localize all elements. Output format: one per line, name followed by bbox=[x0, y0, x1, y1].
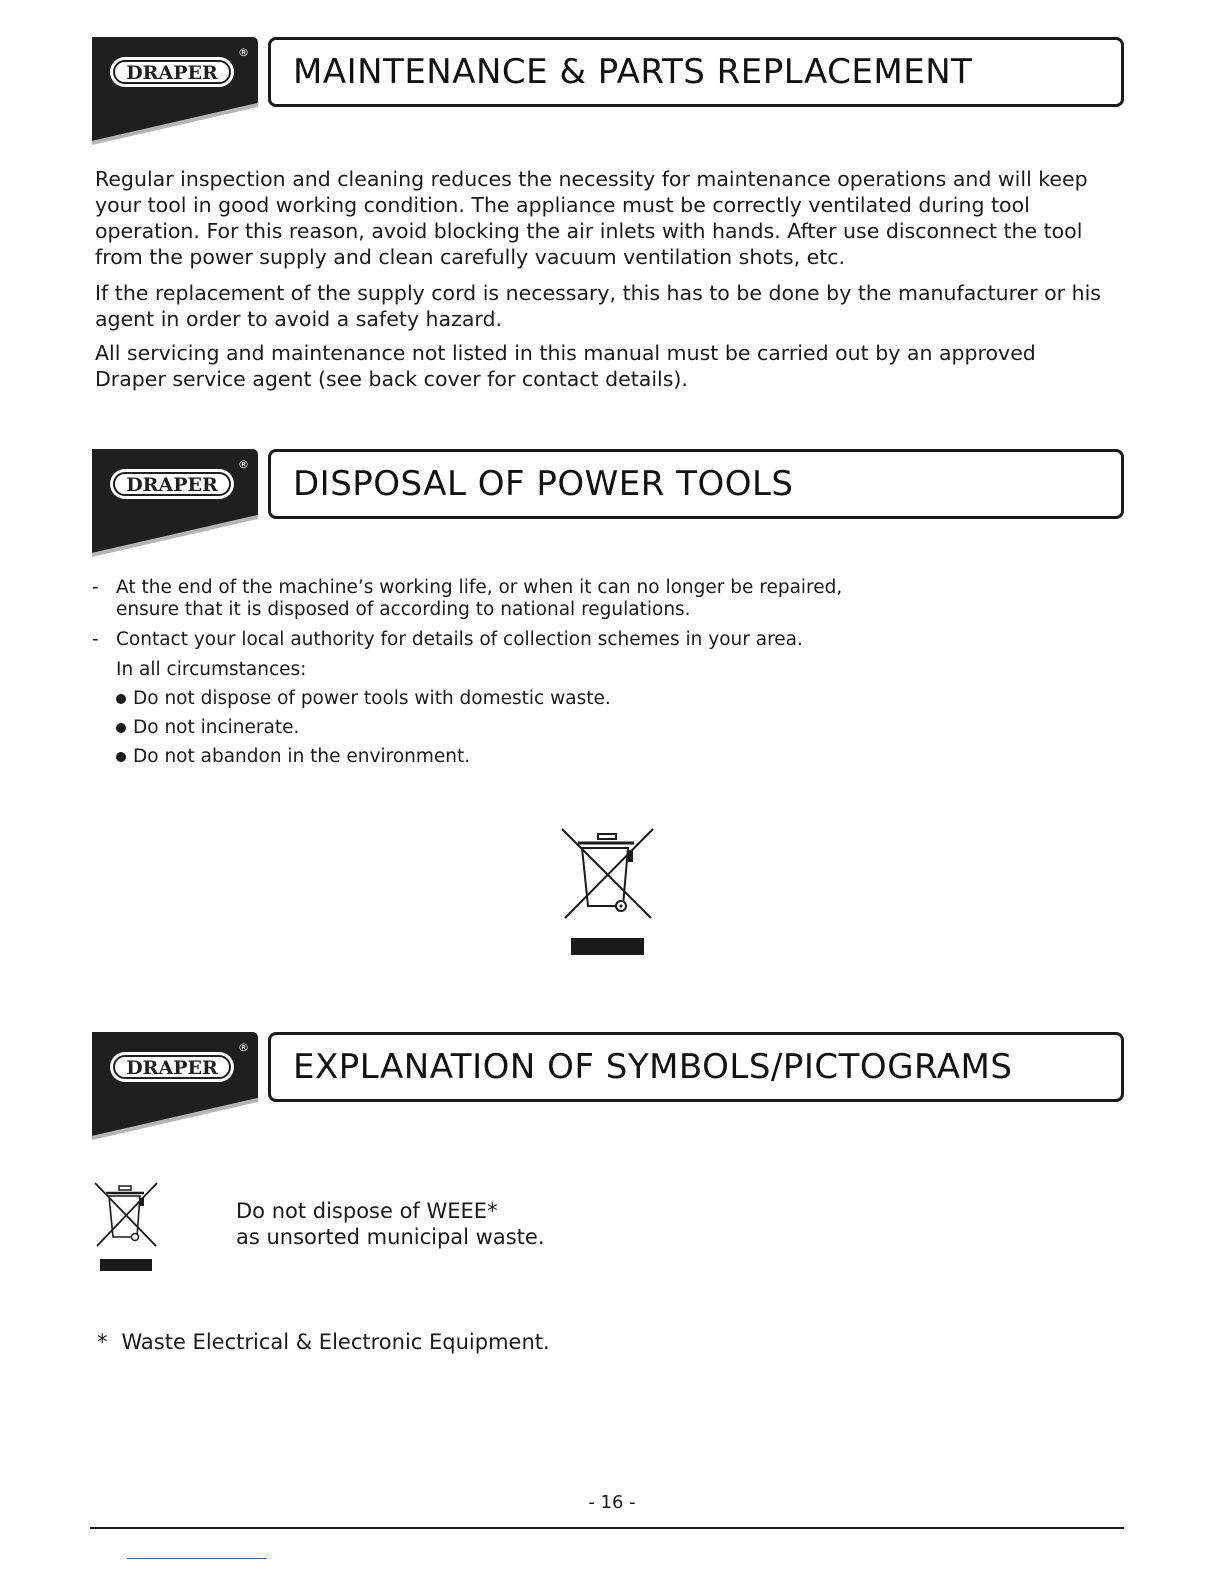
bullet-dot-icon bbox=[116, 723, 126, 733]
text-line: Regular inspection and cleaning reduces the necessity for maintenance operations and will keep bbox=[95, 167, 1088, 191]
symbols-title-box bbox=[268, 1032, 1124, 1102]
maintenance-title: MAINTENANCE & PARTS REPLACEMENT bbox=[293, 52, 973, 92]
registered-mark: ® bbox=[238, 1041, 249, 1054]
bullet-item bbox=[92, 746, 992, 768]
bullet-dot-icon bbox=[116, 694, 126, 704]
footer-link-underline bbox=[127, 1558, 267, 1559]
text-line: Contact your local authority for details of collection schemes in your area. bbox=[116, 629, 803, 650]
text-line: Draper service agent (see back cover for contact details). bbox=[95, 367, 688, 391]
maintenance-title-box bbox=[268, 37, 1124, 107]
bullet-item bbox=[92, 688, 992, 710]
dash-marker: - bbox=[92, 577, 99, 598]
circumstances-intro: In all circumstances: bbox=[116, 659, 307, 680]
symbols-title: EXPLANATION OF SYMBOLS/PICTOGRAMS bbox=[293, 1047, 1013, 1087]
disposal-list bbox=[92, 577, 992, 775]
footer-divider bbox=[90, 1527, 1124, 1529]
footnote-text: Waste Electrical & Electronic Equipment. bbox=[121, 1330, 550, 1354]
bullet-dot-icon bbox=[116, 752, 126, 762]
weee-footnote bbox=[97, 1329, 550, 1355]
disposal-title: DISPOSAL OF POWER TOOLS bbox=[293, 464, 794, 504]
crossed-out-wheelie-bin-icon bbox=[560, 826, 656, 956]
draper-logo bbox=[92, 1032, 258, 1140]
registered-mark: ® bbox=[238, 46, 249, 59]
footnote-marker: * bbox=[97, 1330, 108, 1354]
disposal-title-box bbox=[268, 449, 1124, 519]
text-line: ensure that it is disposed of according to national regulations. bbox=[116, 599, 691, 620]
bullet-text: Do not abandon in the environment. bbox=[133, 746, 471, 767]
draper-logo bbox=[92, 37, 258, 145]
weee-symbol-description bbox=[236, 1198, 545, 1250]
text-line: your tool in good working condition. The appliance must be correctly ventilated during tool bbox=[95, 193, 1030, 217]
text-line: as unsorted municipal waste. bbox=[236, 1225, 545, 1249]
registered-mark: ® bbox=[238, 458, 249, 471]
text-line: At the end of the machine’s working life, or when it can no longer be repaired, bbox=[116, 577, 843, 598]
maintenance-paragraph-3 bbox=[95, 340, 1125, 392]
list-item bbox=[92, 629, 992, 651]
text-line: agent in order to avoid a safety hazard. bbox=[95, 307, 502, 331]
draper-logo bbox=[92, 449, 258, 557]
text-line: All servicing and maintenance not listed in this manual must be carried out by an approved bbox=[95, 341, 1036, 365]
maintenance-paragraph-2 bbox=[95, 280, 1125, 332]
text-line: If the replacement of the supply cord is necessary, this has to be done by the manufacturer or his bbox=[95, 281, 1101, 305]
bullet-text: Do not incinerate. bbox=[133, 717, 300, 738]
symbols-section-header bbox=[92, 1032, 1128, 1142]
crossed-out-wheelie-bin-icon bbox=[94, 1180, 158, 1272]
text-line: from the power supply and clean carefully vacuum ventilation shots, etc. bbox=[95, 245, 846, 269]
text-line: Do not dispose of WEEE* bbox=[236, 1199, 498, 1223]
disposal-section-header bbox=[92, 449, 1128, 559]
draper-logo-text: DRAPER bbox=[126, 62, 218, 84]
draper-logo-text: DRAPER bbox=[126, 1057, 218, 1079]
text-line: operation. For this reason, avoid blocking the air inlets with hands. After use disconnect the tool bbox=[95, 219, 1083, 243]
bullet-item bbox=[92, 717, 992, 739]
bullet-text: Do not dispose of power tools with domestic waste. bbox=[133, 688, 611, 709]
page-number: - 16 - bbox=[588, 1492, 636, 1513]
maintenance-section-header bbox=[92, 37, 1128, 147]
draper-logo-text: DRAPER bbox=[126, 474, 218, 496]
dash-marker: - bbox=[92, 629, 99, 650]
list-item bbox=[92, 577, 992, 621]
maintenance-paragraph-1 bbox=[95, 166, 1125, 270]
